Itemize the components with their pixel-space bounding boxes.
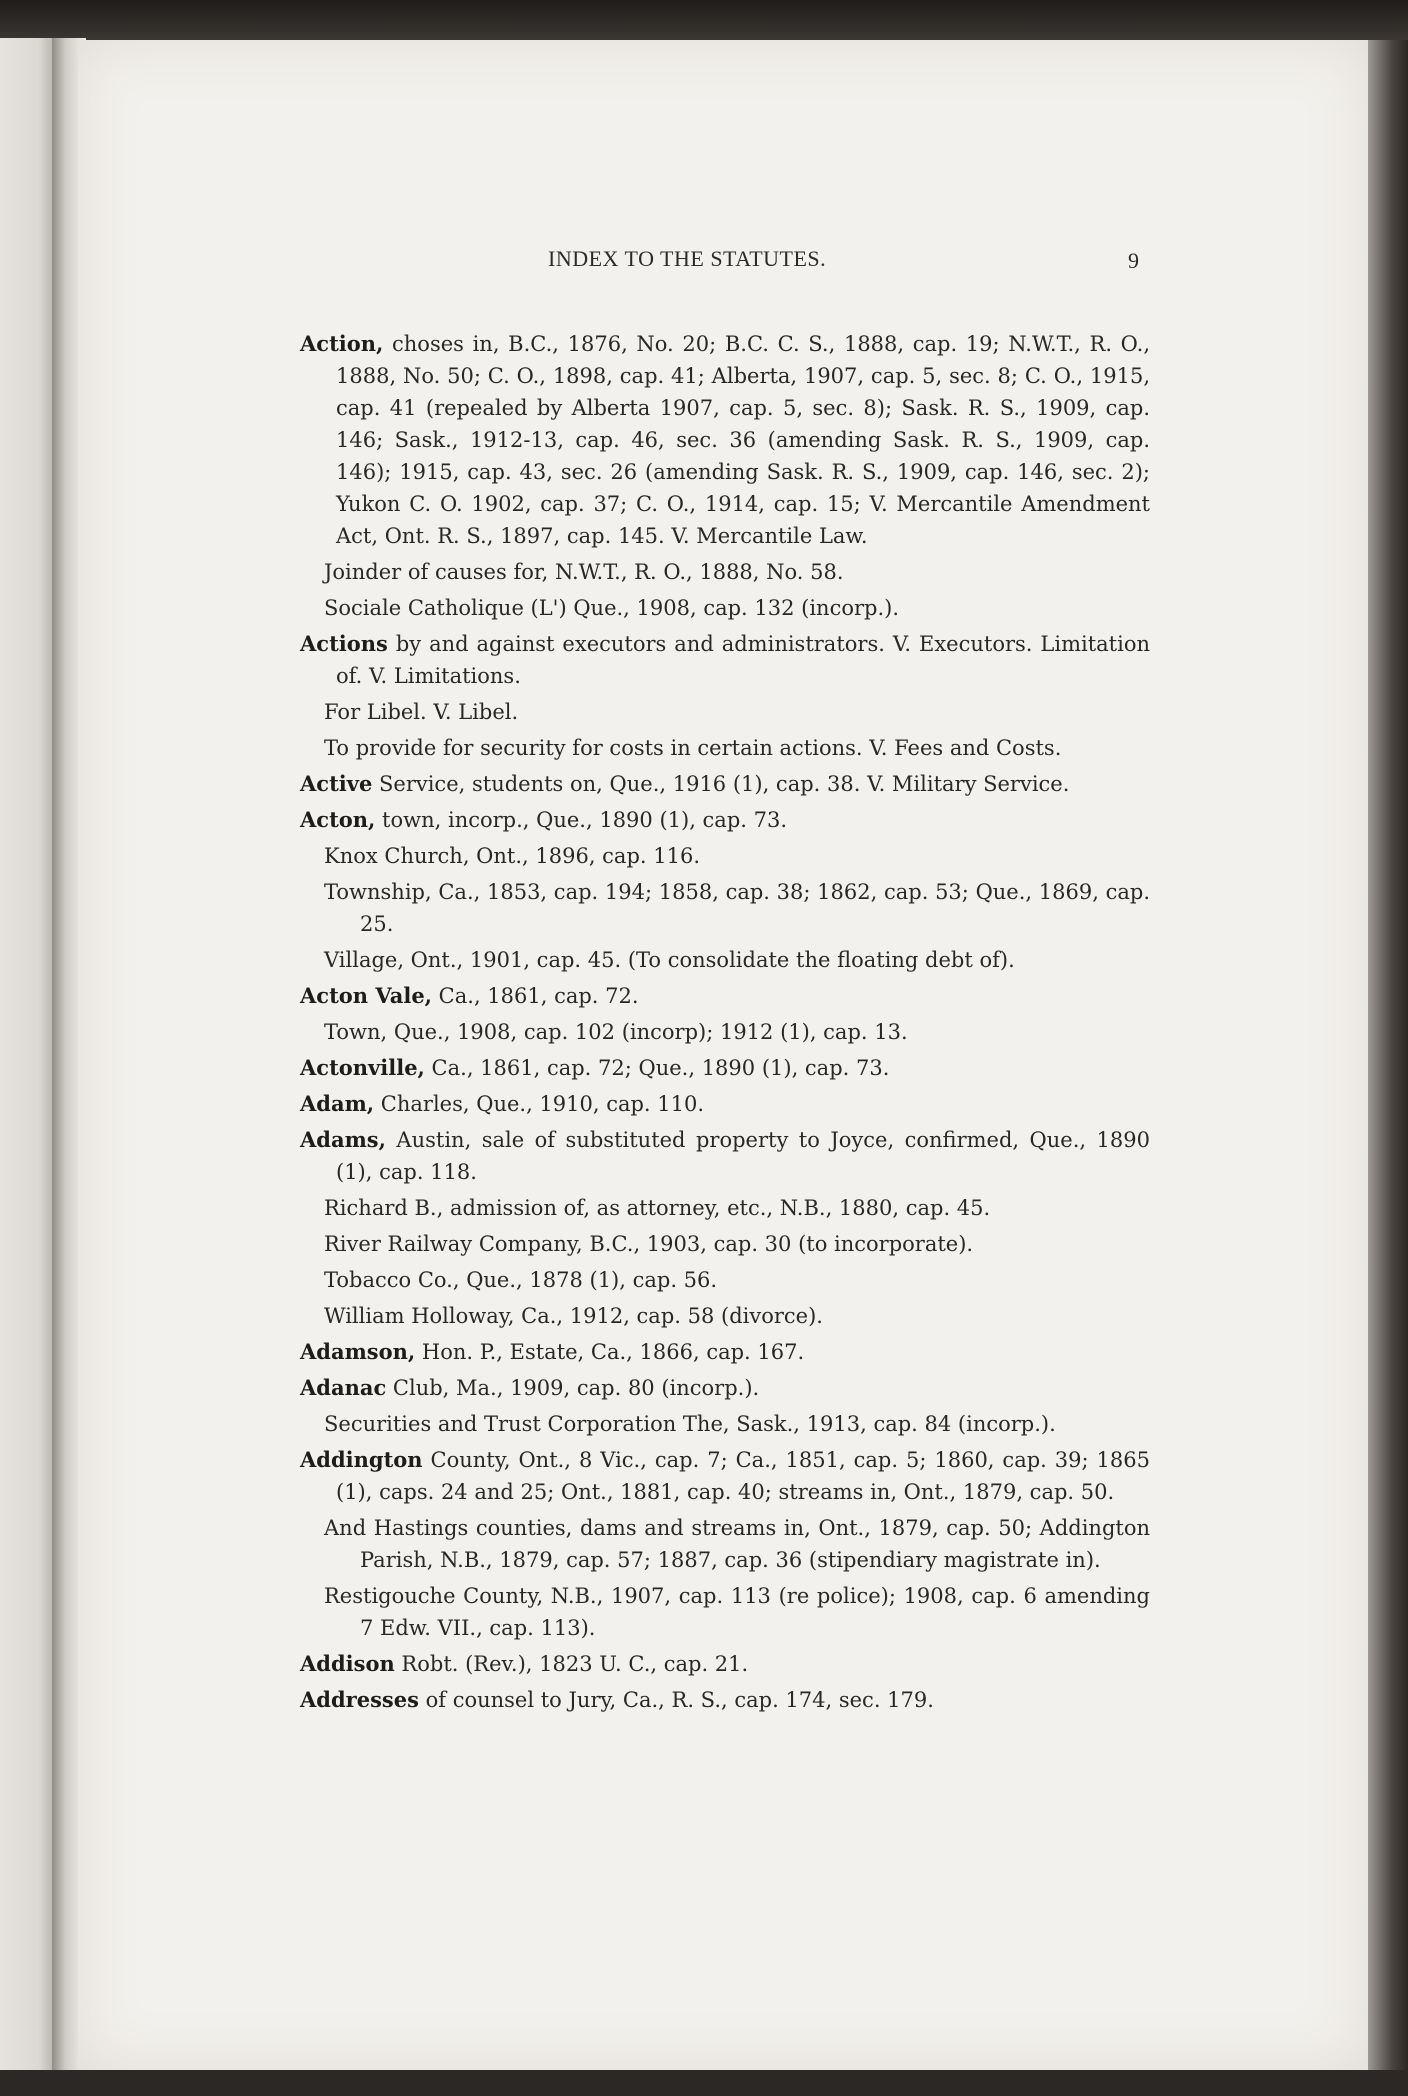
index-entry — [300, 1088, 1150, 1120]
entry-text: River Railway Company, B.C., 1903, cap. 30 (to incorporate). — [324, 1232, 974, 1256]
index-subentry — [300, 944, 1150, 976]
entry-text: For Libel. V. Libel. — [324, 700, 519, 724]
entry-headword: Actonville, — [300, 1055, 425, 1080]
entry-headword: Addington — [300, 1447, 423, 1472]
index-subentry — [300, 1016, 1150, 1048]
entry-text: Robt. (Rev.), 1823 U. C., cap. 21. — [394, 1652, 749, 1676]
index-subentry — [300, 732, 1150, 764]
entry-text: Club, Ma., 1909, cap. 80 (incorp.). — [386, 1376, 760, 1400]
index-entry — [300, 628, 1150, 692]
entry-headword: Action, — [300, 331, 384, 356]
entry-headword: Adam, — [300, 1091, 375, 1116]
index-subentry — [300, 1580, 1150, 1644]
entry-headword: Adamson, — [300, 1339, 416, 1364]
index-entry — [300, 1336, 1150, 1368]
entry-text: Tobacco Co., Que., 1878 (1), cap. 56. — [324, 1268, 718, 1292]
entry-headword: Acton, — [300, 807, 376, 832]
book-top-edge — [0, 0, 1408, 40]
entry-text: Hon. P., Estate, Ca., 1866, cap. 167. — [415, 1340, 805, 1364]
entry-text: Knox Church, Ont., 1896, cap. 116. — [324, 844, 701, 868]
entry-text: Sociale Catholique (L') Que., 1908, cap. 132 (incorp.). — [324, 596, 900, 620]
index-entry — [300, 1648, 1150, 1680]
index-entry — [300, 1444, 1150, 1508]
running-header: INDEX TO THE STATUTES. — [548, 246, 827, 271]
entry-text: And Hastings counties, dams and streams in, Ont., 1879, cap. 50; Addington Parish, N.B., 1879, cap. 57; 1887, cap. 36 (stipendiary magistrate in). — [324, 1516, 1150, 1572]
entry-text: William Holloway, Ca., 1912, cap. 58 (divorce). — [324, 1304, 823, 1328]
entry-text: Securities and Trust Corporation The, Sask., 1913, cap. 84 (incorp.). — [324, 1412, 1056, 1436]
index-entry — [300, 804, 1150, 836]
entry-headword: Adanac — [300, 1375, 387, 1400]
index-subentry — [300, 696, 1150, 728]
entry-headword: Adams, — [300, 1127, 386, 1152]
index-entry — [300, 1684, 1150, 1716]
index-entry — [300, 768, 1150, 800]
entry-text: Town, Que., 1908, cap. 102 (incorp); 1912 (1), cap. 13. — [324, 1020, 908, 1044]
index-entry — [300, 980, 1150, 1012]
entry-headword: Addresses — [300, 1687, 419, 1712]
index-subentry — [300, 840, 1150, 872]
index-subentry — [300, 1264, 1150, 1296]
entry-text: Charles, Que., 1910, cap. 110. — [374, 1092, 705, 1116]
entry-text: Ca., 1861, cap. 72. — [432, 984, 639, 1008]
entry-text: Ca., 1861, cap. 72; Que., 1890 (1), cap. 73. — [424, 1056, 890, 1080]
entry-text: Service, students on, Que., 1916 (1), cap. 38. V. Military Service. — [372, 772, 1070, 796]
index-subentry — [300, 1408, 1150, 1440]
entry-text: Austin, sale of substituted property to Joyce, confirmed, Que., 1890 (1), cap. 118. — [336, 1128, 1150, 1184]
entry-text: town, incorp., Que., 1890 (1), cap. 73. — [375, 808, 788, 832]
entry-text: Joinder of causes for, N.W.T., R. O., 1888, No. 58. — [324, 560, 844, 584]
index-entry — [300, 1124, 1150, 1188]
index-entry — [300, 328, 1150, 552]
book-cover-edge — [1368, 40, 1408, 2096]
entry-text: County, Ont., 8 Vic., cap. 7; Ca., 1851, cap. 5; 1860, cap. 39; 1865 (1), caps. 24 and 25; Ont., 1881, cap. 40; streams in, Ont., 1879, cap. 50. — [336, 1448, 1150, 1504]
index-subentry — [300, 1300, 1150, 1332]
entry-text: Restigouche County, N.B., 1907, cap. 113 (re police); 1908, cap. 6 amending 7 Edw. VII., cap. 113). — [324, 1584, 1150, 1640]
entry-text: choses in, B.C., 1876, No. 20; B.C. C. S., 1888, cap. 19; N.W.T., R. O., 1888, No. 50; C. O., 1898, cap. 41; Alberta, 1907, cap. 5, sec. 8; C. O., 1915, cap. 41 (repealed by Alberta 1907, cap. 5, sec. 8); Sask. R. S., 1909, cap. 146; Sask., 1912-13, cap. 46, sec. 36 (amending Sask. R. S., 1909, cap. 146); 1915, cap. 43, sec. 26 (amending Sask. R. S., 1909, cap. 146, sec. 2); Yukon C. O. 1902, cap. 37; C. O., 1914, cap. 15; V. Mercantile Amendment Act, Ont. R. S., 1897, cap. 145. V. Mercantile Law. — [336, 332, 1150, 548]
index-entries — [300, 328, 1150, 1720]
index-subentry — [300, 1228, 1150, 1260]
entry-headword: Active — [300, 771, 373, 796]
entry-headword: Addison — [300, 1651, 395, 1676]
entry-headword: Acton Vale, — [300, 983, 432, 1008]
entry-text: To provide for security for costs in certain actions. V. Fees and Costs. — [324, 736, 1062, 760]
entry-text: Township, Ca., 1853, cap. 194; 1858, cap. 38; 1862, cap. 53; Que., 1869, cap. 25. — [324, 880, 1150, 936]
index-entry — [300, 1052, 1150, 1084]
page-number: 9 — [1128, 248, 1139, 273]
entry-text: by and against executors and administrators. V. Executors. Limitation of. V. Limitations. — [336, 632, 1150, 688]
entry-headword: Actions — [300, 631, 388, 656]
entry-text: Village, Ont., 1901, cap. 45. (To consolidate the floating debt of). — [324, 948, 1015, 972]
index-subentry — [300, 592, 1150, 624]
entry-text: of counsel to Jury, Ca., R. S., cap. 174, sec. 179. — [418, 1688, 934, 1712]
entry-text: Richard B., admission of, as attorney, etc., N.B., 1880, cap. 45. — [324, 1196, 991, 1220]
index-subentry — [300, 1192, 1150, 1224]
index-entry — [300, 1372, 1150, 1404]
index-subentry — [300, 876, 1150, 940]
index-subentry — [300, 556, 1150, 588]
book-bottom-edge — [0, 2070, 1408, 2096]
index-subentry — [300, 1512, 1150, 1576]
